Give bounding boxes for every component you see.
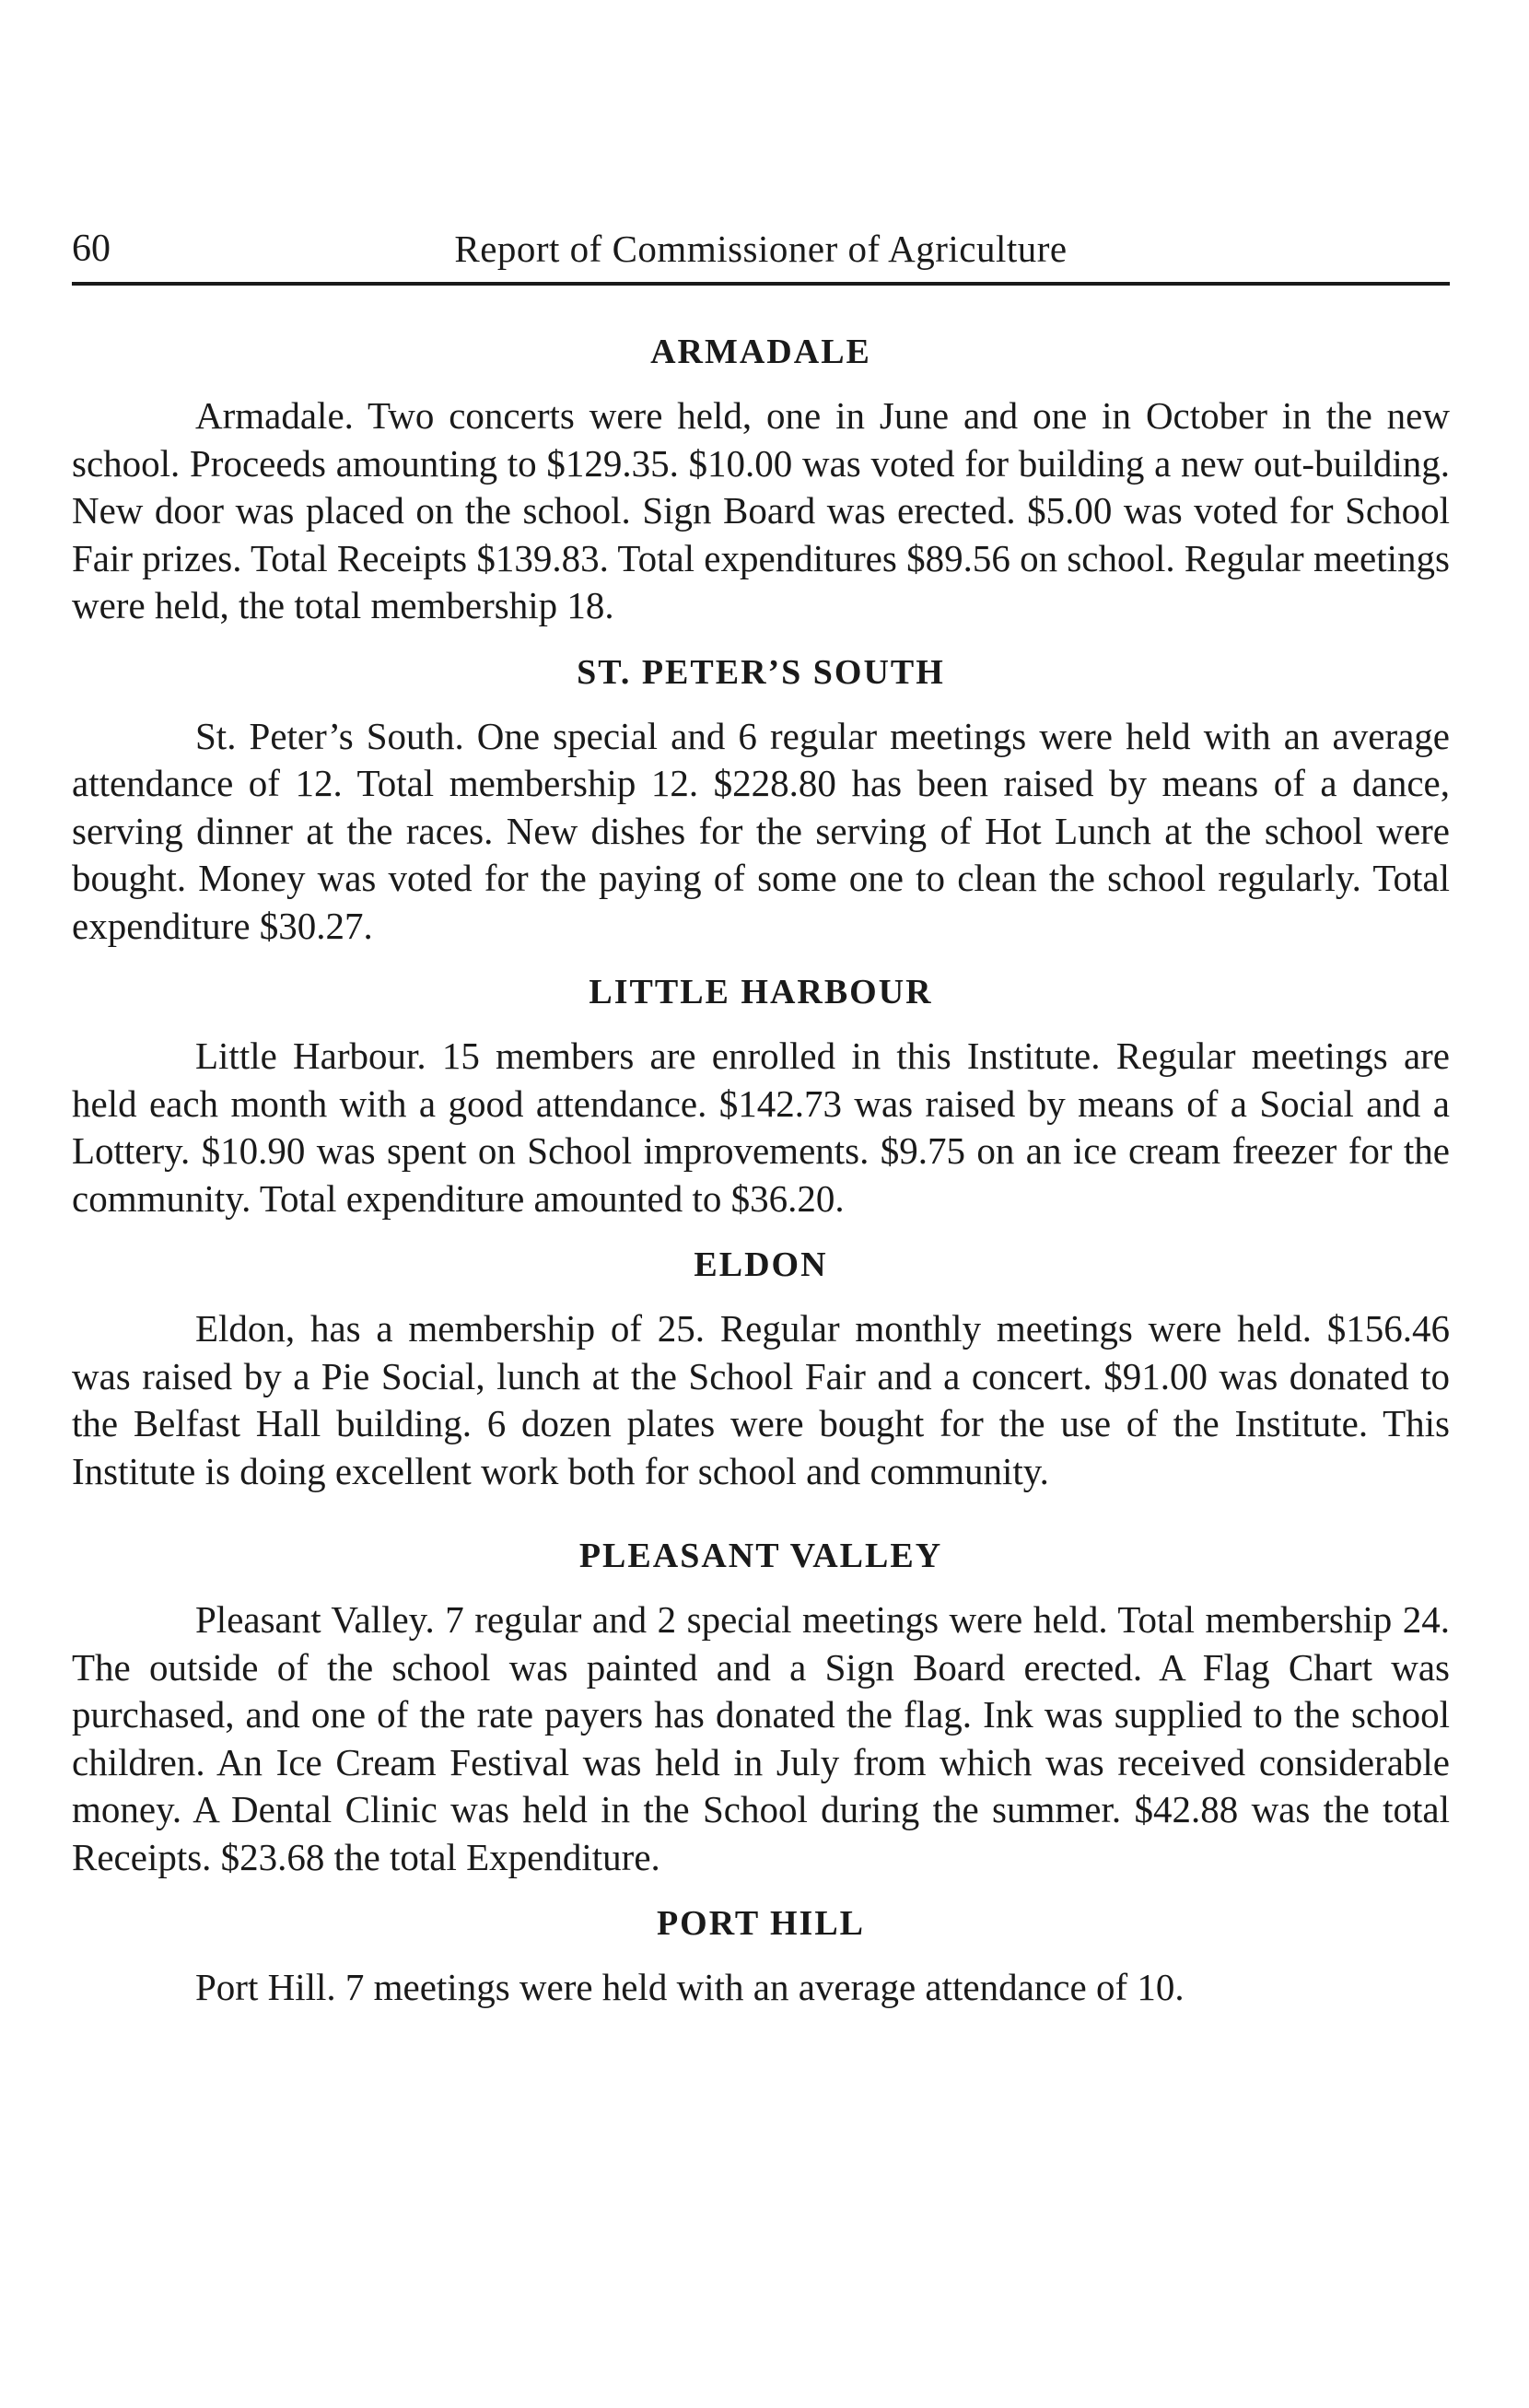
document-page: [72, 221, 1450, 2030]
page-number: 60: [72, 228, 111, 270]
section-body-st-peters-south: St. Peter’s South. One special and 6 regular meetings were held with an average attendance of 12. Total membership 12. $228.80 has been raised by means of a dance, serving dinner at the races. New dishes for the serving of Hot Lunch at the school were bought. Money was voted for the paying of some one to clean the school regularly. Total expenditure $30.27.: [72, 714, 1450, 947]
section-heading-little-harbour: LITTLE HARBOUR: [589, 973, 933, 1011]
section-body-eldon: Eldon, has a membership of 25. Regular monthly meetings were held. $156.46 was raised by a Pie Social, lunch at the School Fair and a concert. $91.00 was donated to the Belfast Hall building. 6 dozen plates were bought for the use of the Institute. This Institute is doing excellent work both for school and community.: [72, 1307, 1450, 1492]
section-heading-armadale: ARMADALE: [650, 333, 871, 371]
section-body-port-hill: Port Hill. 7 meetings were held with an average attendance of 10.: [195, 1966, 1185, 2008]
section-body-armadale: Armadale. Two concerts were held, one in June and one in October in the new school. Proceeds amounting to $129.35. $10.00 was voted for building a new out-building. New door was placed on the school. Sign Board was erected. $5.00 was voted for School Fair prizes. Total Receipts $139.83. Total expenditures $89.56 on school. Regular meetings were held, the total membership 18.: [72, 394, 1450, 626]
running-title: Report of Commissioner of Agriculture: [454, 228, 1068, 270]
report-content: [72, 328, 1450, 2012]
section-heading-eldon: ELDON: [694, 1245, 828, 1284]
section-heading-pleasant-valley: PLEASANT VALLEY: [578, 1537, 943, 1575]
section-heading-port-hill: PORT HILL: [656, 1904, 866, 1943]
running-header: [72, 221, 1450, 286]
section-body-little-harbour: Little Harbour. 15 members are enrolled in this Institute. Regular meetings are held each month with a good attendance. $142.73 was raised by means of a Social and a Lottery. $10.90 was spent on School improvements. $9.75 on an ice cream freezer for the community. Total expenditure amounted to $36.20.: [72, 1035, 1450, 1220]
section-heading-st-peters-south: ST. PETER’S SOUTH: [577, 652, 945, 692]
section-body-pleasant-valley: Pleasant Valley. 7 regular and 2 special meetings were held. Total membership 24. The outside of the school was painted and a Sign Board erected. A Flag Chart was purchased, and one of the rate payers has donated the flag. Ink was supplied to the school children. An Ice Cream Festival was held in July from which was received considerable money. A Dental Clinic was held in the School during the summer. $42.88 was the total Receipts. $23.68 the total Expenditure.: [72, 1598, 1450, 1878]
